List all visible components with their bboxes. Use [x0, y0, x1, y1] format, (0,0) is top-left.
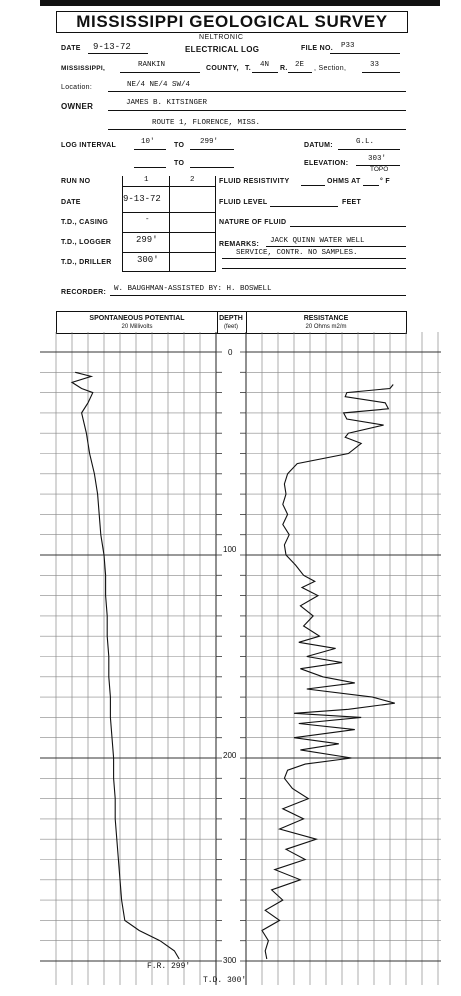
datum-label: DATUM: — [304, 142, 333, 149]
depth-label-200: 200 — [223, 751, 237, 760]
remarks-line-2: SERVICE, CONTR. NO SAMPLES. — [236, 249, 358, 257]
interval-to-value: 299' — [200, 138, 219, 146]
sp-title: SPONTANEOUS POTENTIAL — [89, 315, 185, 322]
run-no-label: RUN NO — [61, 178, 91, 185]
range-value: 2E — [295, 61, 305, 69]
remarks-line-1: JACK QUINN WATER WELL — [270, 237, 365, 245]
location-label: Location: — [61, 84, 93, 91]
elevation-label: ELEVATION: — [304, 160, 349, 167]
resistance-title: RESISTANCE — [303, 315, 349, 322]
depth-label-0: 0 — [228, 348, 233, 357]
log-type: ELECTRICAL LOG — [185, 45, 260, 54]
section-label: , Section, — [314, 65, 347, 72]
file-no-value: P33 — [341, 42, 355, 50]
res-curve — [262, 385, 395, 960]
depth-title: DEPTH — [219, 315, 243, 322]
recorder-label: RECORDER: — [61, 289, 107, 296]
township-label: T. — [245, 65, 252, 72]
td-driller-label: T.D., DRILLER — [61, 259, 112, 266]
address-value: ROUTE 1, FLORENCE, MISS. — [152, 119, 261, 127]
fluid-temp-units: ° F — [380, 178, 390, 185]
recorder-value: W. BAUGHMAN-ASSISTED BY: H. BOSWELL — [114, 285, 272, 293]
depth-label-300: 300 — [223, 956, 237, 965]
location-value: NE/4 NE/4 SW/4 — [127, 81, 191, 89]
log-interval-label: LOG INTERVAL — [61, 142, 117, 149]
elevation-note: TOPO — [370, 166, 389, 173]
date-value: 9-13-72 — [93, 42, 131, 52]
run-date-value: 9-13-72 — [123, 194, 161, 204]
elevation-value: 303' — [368, 155, 387, 163]
td-logger-label: T.D., LOGGER — [61, 239, 112, 246]
td-casing-value: - — [145, 216, 150, 224]
depth-unit: (feet) — [223, 324, 238, 330]
run-2: 2 — [190, 176, 195, 184]
fluid-level-label: FLUID LEVEL — [219, 199, 268, 206]
td-casing-label: T.D., CASING — [61, 219, 109, 226]
td-logger-value: 299' — [136, 235, 158, 245]
nature-of-fluid-label: NATURE OF FLUID — [219, 219, 287, 226]
state-label: MISSISSIPPI, — [61, 65, 106, 72]
td-note: T.D. 300' — [203, 976, 247, 985]
file-no-label: FILE NO. — [301, 45, 333, 52]
run-date-label: DATE — [61, 199, 81, 206]
to-label: TO — [174, 142, 185, 149]
range-label: R. — [280, 65, 288, 72]
fluid-resistivity-label: FLUID RESISTIVITY — [219, 178, 290, 185]
datum-value: G.L. — [356, 138, 375, 146]
depth-label-100: 100 — [223, 545, 237, 554]
fr-note: F.R. 299' — [147, 962, 191, 971]
sp-scale: 20 Millivolts — [121, 324, 153, 330]
date-label: DATE — [61, 45, 81, 52]
to-label-2: TO — [174, 160, 185, 167]
remarks-label: REMARKS: — [219, 241, 260, 248]
owner-value: JAMES B. KITSINGER — [126, 99, 208, 107]
township-value: 4N — [260, 61, 270, 69]
fluid-resistivity-units: OHMS AT — [327, 178, 361, 185]
county-label: COUNTY, — [206, 65, 239, 72]
company-name: NELTRONIC — [199, 34, 244, 41]
owner-label: OWNER — [61, 102, 94, 111]
resistance-scale: 20 Ohms m2/m — [305, 324, 347, 330]
county-value: RANKIN — [138, 61, 166, 69]
td-driller-value: 300' — [137, 255, 159, 265]
survey-title: MISSISSIPPI GEOLOGICAL SURVEY — [56, 11, 408, 33]
section-value: 33 — [370, 61, 380, 69]
run-1: 1 — [144, 176, 149, 184]
interval-from-value: 10' — [141, 138, 155, 146]
fluid-level-units: FEET — [342, 199, 362, 206]
